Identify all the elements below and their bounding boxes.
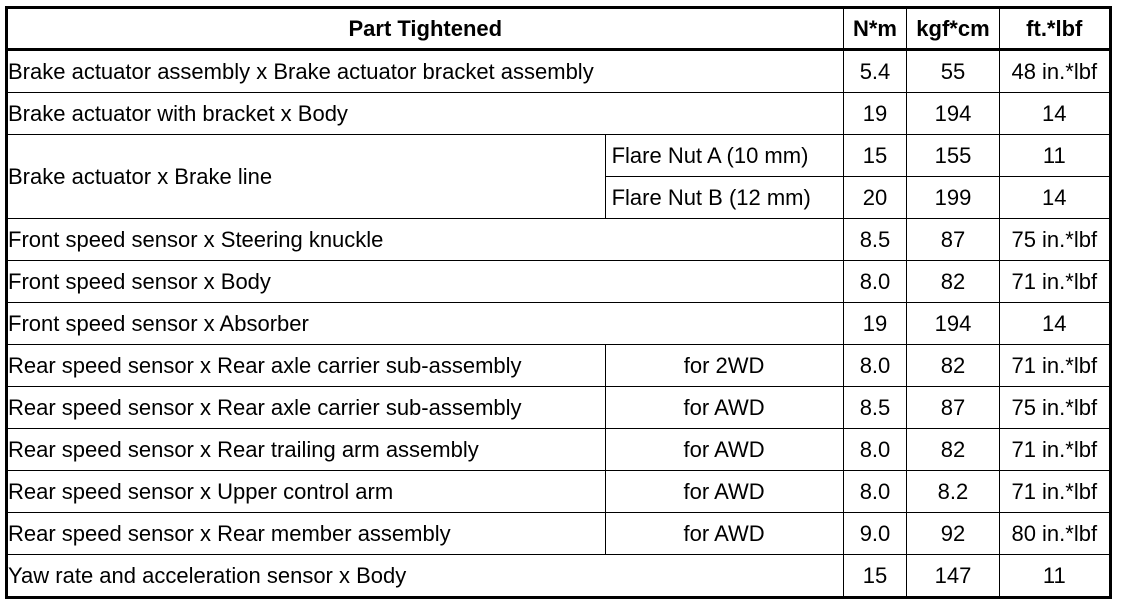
part-cell: Rear speed sensor x Rear trailing arm assembly	[7, 429, 606, 471]
nm-cell: 15	[843, 555, 907, 598]
condition-cell: for 2WD	[605, 345, 843, 387]
table-row	[7, 93, 1111, 135]
nm-cell: 8.5	[843, 387, 907, 429]
nm-cell: 5.4	[843, 50, 907, 93]
condition-cell: for AWD	[605, 387, 843, 429]
header-kgfcm: kgf*cm	[907, 8, 999, 50]
kgfcm-cell: 155	[907, 135, 999, 177]
ftlbf-cell: 14	[999, 177, 1110, 219]
nm-cell: 19	[843, 303, 907, 345]
kgfcm-cell: 82	[907, 429, 999, 471]
nm-cell: 9.0	[843, 513, 907, 555]
table-row	[7, 50, 1111, 93]
kgfcm-cell: 199	[907, 177, 999, 219]
nm-cell: 20	[843, 177, 907, 219]
condition-cell: for AWD	[605, 429, 843, 471]
ftlbf-cell: 14	[999, 303, 1110, 345]
table-row	[7, 513, 1111, 555]
table-row	[7, 261, 1111, 303]
ftlbf-cell: 71 in.*lbf	[999, 429, 1110, 471]
table-body	[7, 50, 1111, 598]
header-row	[7, 8, 1111, 50]
kgfcm-cell: 8.2	[907, 471, 999, 513]
kgfcm-cell: 87	[907, 219, 999, 261]
table-row	[7, 219, 1111, 261]
part-cell: Front speed sensor x Absorber	[7, 303, 844, 345]
ftlbf-cell: 75 in.*lbf	[999, 387, 1110, 429]
kgfcm-cell: 194	[907, 303, 999, 345]
torque-specification-table	[5, 6, 1112, 599]
ftlbf-cell: 80 in.*lbf	[999, 513, 1110, 555]
table-header	[7, 8, 1111, 50]
nm-cell: 8.5	[843, 219, 907, 261]
header-part-tightened: Part Tightened	[7, 8, 844, 50]
part-cell: Rear speed sensor x Rear axle carrier sub-assembly	[7, 387, 606, 429]
part-cell: Front speed sensor x Steering knuckle	[7, 219, 844, 261]
ftlbf-cell: 75 in.*lbf	[999, 219, 1110, 261]
nm-cell: 8.0	[843, 345, 907, 387]
part-cell: Rear speed sensor x Rear member assembly	[7, 513, 606, 555]
part-cell: Yaw rate and acceleration sensor x Body	[7, 555, 844, 598]
part-cell: Rear speed sensor x Upper control arm	[7, 471, 606, 513]
ftlbf-cell: 11	[999, 135, 1110, 177]
nm-cell: 15	[843, 135, 907, 177]
kgfcm-cell: 82	[907, 345, 999, 387]
part-cell: Rear speed sensor x Rear axle carrier sub-assembly	[7, 345, 606, 387]
part-cell: Brake actuator x Brake line	[7, 135, 606, 219]
condition-cell: for AWD	[605, 513, 843, 555]
header-nm: N*m	[843, 8, 907, 50]
part-cell: Front speed sensor x Body	[7, 261, 844, 303]
table-row	[7, 387, 1111, 429]
kgfcm-cell: 92	[907, 513, 999, 555]
nm-cell: 8.0	[843, 261, 907, 303]
header-ftlbf: ft.*lbf	[999, 8, 1110, 50]
ftlbf-cell: 71 in.*lbf	[999, 261, 1110, 303]
kgfcm-cell: 82	[907, 261, 999, 303]
table-row	[7, 303, 1111, 345]
kgfcm-cell: 194	[907, 93, 999, 135]
condition-cell: for AWD	[605, 471, 843, 513]
condition-cell: Flare Nut B (12 mm)	[605, 177, 843, 219]
ftlbf-cell: 48 in.*lbf	[999, 50, 1110, 93]
table-row	[7, 471, 1111, 513]
kgfcm-cell: 87	[907, 387, 999, 429]
table-row	[7, 135, 1111, 177]
part-cell: Brake actuator with bracket x Body	[7, 93, 844, 135]
ftlbf-cell: 14	[999, 93, 1110, 135]
kgfcm-cell: 55	[907, 50, 999, 93]
table-row	[7, 555, 1111, 598]
nm-cell: 8.0	[843, 471, 907, 513]
ftlbf-cell: 71 in.*lbf	[999, 471, 1110, 513]
nm-cell: 19	[843, 93, 907, 135]
condition-cell: Flare Nut A (10 mm)	[605, 135, 843, 177]
nm-cell: 8.0	[843, 429, 907, 471]
kgfcm-cell: 147	[907, 555, 999, 598]
ftlbf-cell: 11	[999, 555, 1110, 598]
table-row	[7, 429, 1111, 471]
ftlbf-cell: 71 in.*lbf	[999, 345, 1110, 387]
table-row	[7, 345, 1111, 387]
part-cell: Brake actuator assembly x Brake actuator bracket assembly	[7, 50, 844, 93]
